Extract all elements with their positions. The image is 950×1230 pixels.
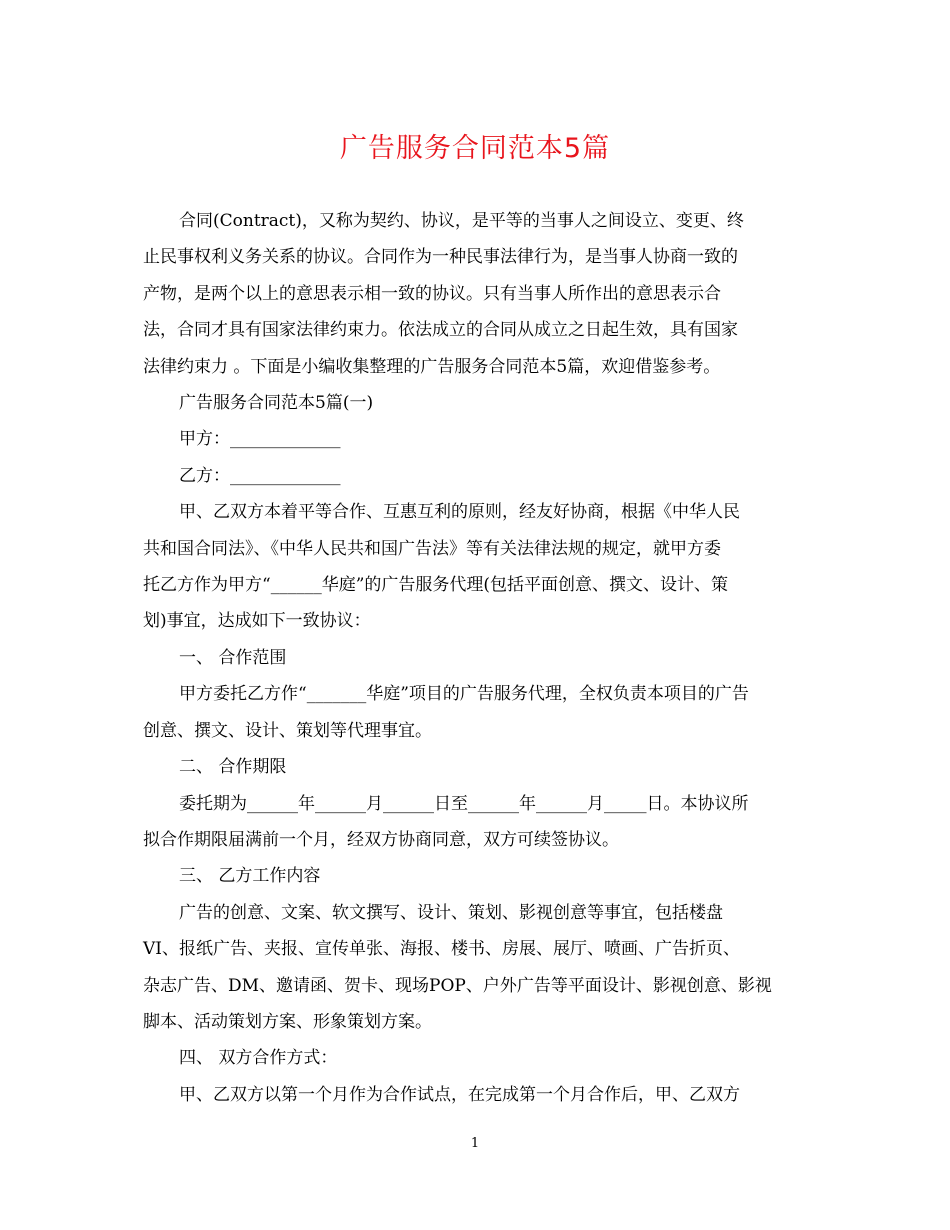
- paragraph: [143, 640, 811, 676]
- text-line: 广告服务合同范本5篇(一): [179, 393, 374, 414]
- paragraph: [143, 1077, 811, 1113]
- text-line: 拟合作期限届满前一个月，经双方协商同意，双方可续签协议。: [143, 829, 619, 850]
- text-line: 三、 乙方工作内容: [179, 866, 321, 887]
- text-line: 甲、乙双方以第一个月作为合作试点，在完成第一个月合作后，甲、乙双方: [179, 1084, 740, 1105]
- paragraph: [143, 458, 811, 494]
- text-line: 委托期为______年______月______日至______年______月_____日。本协议所: [179, 793, 749, 814]
- text-line: 脚本、活动策划方案、形象策划方案。: [143, 1011, 432, 1032]
- text-line: VI、报纸广告、夹报、宣传单张、海报、楼书、房展、展厅、喷画、广告折页、: [143, 939, 740, 960]
- page-number: 1: [470, 1136, 480, 1151]
- paragraph: [143, 203, 811, 385]
- document-title: 广告服务合同范本5篇: [339, 133, 611, 164]
- paragraph: [143, 421, 811, 457]
- text-line: 法，合同才具有国家法律约束力。依法成立的合同从成立之日起生效，具有国家: [143, 320, 738, 341]
- text-line: 杂志广告、DM、邀请函、贺卡、现场POP、户外广告等平面设计、影视创意、影视: [143, 975, 772, 996]
- text-line: 划)事宜，达成如下一致协议：: [143, 611, 371, 632]
- text-line: 产物，是两个以上的意思表示相一致的协议。只有当事人所作出的意思表示合: [143, 283, 721, 304]
- paragraph: [143, 385, 811, 421]
- text-line: 止民事权利义务关系的协议。合同作为一种民事法律行为，是当事人协商一致的: [143, 247, 738, 268]
- paragraph: [143, 786, 811, 859]
- text-line: 乙方：_____________: [179, 465, 341, 486]
- text-line: 合同(Contract)，又称为契约、协议，是平等的当事人之间设立、变更、终: [179, 211, 744, 231]
- text-line: 一、 合作范围: [179, 647, 287, 668]
- text-line: 甲方：_____________: [179, 429, 341, 450]
- text-line: 创意、撰文、设计、策划等代理事宜。: [143, 720, 432, 741]
- text-line: 四、 双方合作方式：: [179, 1048, 338, 1069]
- text-line: 共和国合同法》、《中华人民共和国广告法》等有关法律法规的规定，就甲方委: [143, 538, 721, 559]
- paragraph: [143, 1040, 811, 1076]
- paragraph: [143, 676, 811, 749]
- text-line: 法律约束力 。下面是小编收集整理的广告服务合同范本5篇，欢迎借鉴参考。: [143, 356, 721, 377]
- text-line: 二、 合作期限: [179, 757, 287, 778]
- text-line: 甲、乙双方本着平等合作、互惠互利的原则，经友好协商，根据《中华人民: [179, 502, 740, 523]
- document-body: [143, 203, 811, 1113]
- text-line: 甲方委托乙方作“_______华庭”项目的广告服务代理，全权负责本项目的广告: [179, 684, 749, 705]
- paragraph: [143, 494, 811, 640]
- paragraph: [143, 858, 811, 894]
- paragraph: [143, 749, 811, 785]
- text-line: 广告的创意、文案、软文撰写、设计、策划、影视创意等事宜，包括楼盘: [179, 902, 723, 923]
- paragraph: [143, 895, 811, 1041]
- text-line: 托乙方作为甲方“______华庭”的广告服务代理(包括平面创意、撰文、设计、策: [143, 575, 729, 596]
